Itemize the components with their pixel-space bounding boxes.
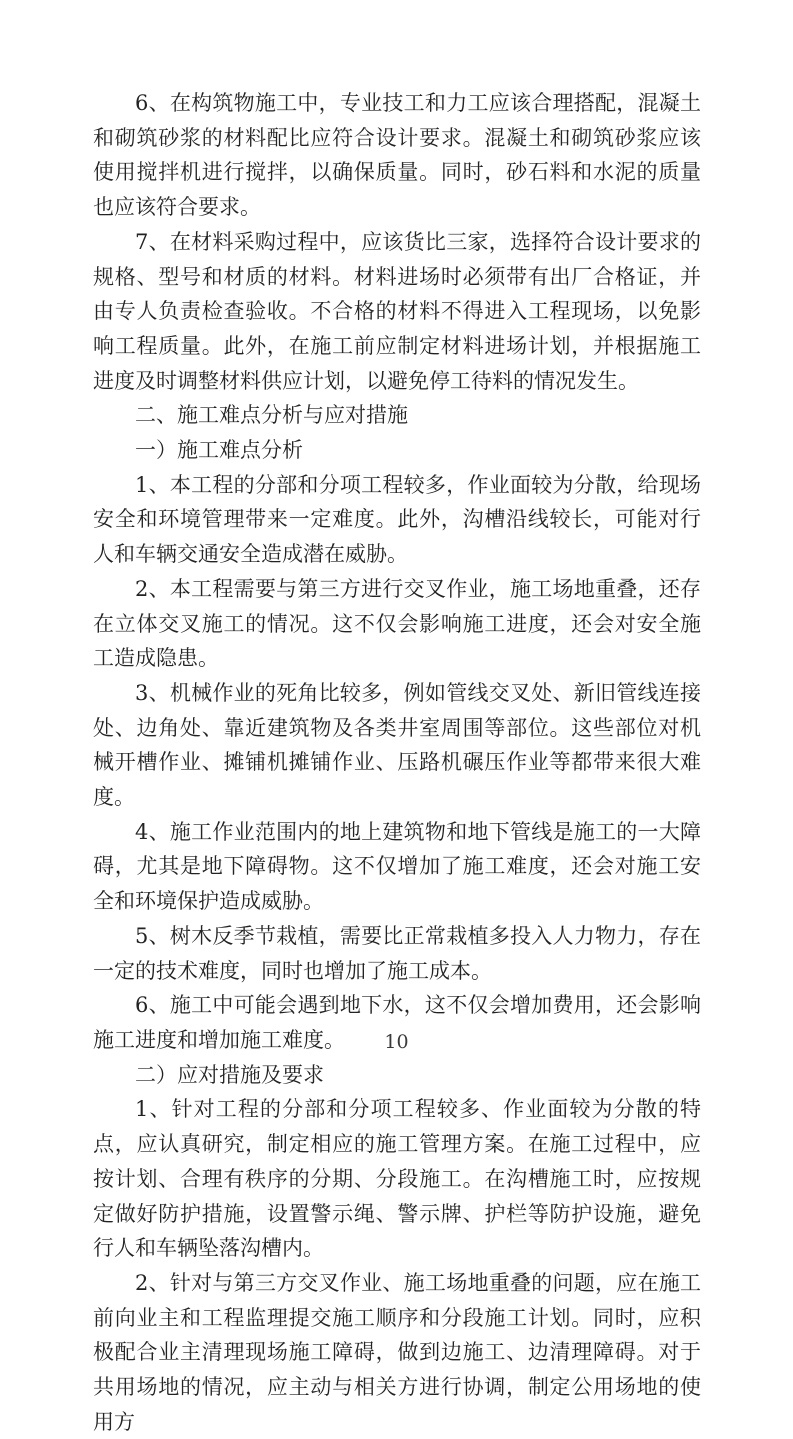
document-text-column	[93, 86, 701, 1439]
paragraph-difficulty-4: 4、施工作业范围内的地上建筑物和地下管线是施工的一大障碍，尤其是地下障碍物。这不仅增加了施工难度，还会对施工安全和环境保护造成威胁。	[93, 819, 701, 914]
page-number: 10	[384, 1031, 409, 1053]
paragraph-difficulty-6: 6、施工中可能会遇到地下水，这不仅会增加费用，还会影响施工进度和增加施工难度。	[93, 993, 701, 1052]
heading-subsection-one: 一）施工难点分析	[135, 438, 303, 463]
heading-subsection-two: 二）应对措施及要求	[135, 1062, 324, 1087]
paragraph-measure-2: 2、针对与第三方交叉作业、施工场地重叠的问题，应在施工前向业主和工程监理提交施工顺序和分段施工计划。同时，应积极配合业主清理现场施工障碍，做到边施工、边清理障碍。对于共用场地的情况，应主动与相关方进行协调，制定公用场地的使用方	[93, 1270, 701, 1434]
paragraph-item-6-construction: 6、在构筑物施工中，专业技工和力工应该合理搭配，混凝土和砌筑砂浆的材料配比应符合设计要求。混凝土和砌筑砂浆应该使用搅拌机进行搅拌，以确保质量。同时，砂石料和水泥的质量也应该符合要求。	[93, 91, 701, 220]
paragraph-difficulty-5: 5、树木反季节栽植，需要比正常栽植多投入人力物力，存在一定的技术难度，同时也增加了施工成本。	[93, 923, 701, 983]
paragraph-item-7-material-procurement: 7、在材料采购过程中，应该货比三家，选择符合设计要求的规格、型号和材质的材料。材料进场时必须带有出厂合格证，并由专人负责检查验收。不合格的材料不得进入工程现场，以免影响工程质量。此外，在施工前应制定材料进场计划，并根据施工进度及时调整材料供应计划，以避免停工待料的情况发生。	[93, 229, 701, 393]
heading-section-two: 二、施工难点分析与应对措施	[135, 403, 408, 428]
paragraph-difficulty-2: 2、本工程需要与第三方进行交叉作业，施工场地重叠，还存在立体交叉施工的情况。这不仅会影响施工进度，还会对安全施工造成隐患。	[93, 576, 701, 671]
paragraph-difficulty-3: 3、机械作业的死角比较多，例如管线交叉处、新旧管线连接处、边角处、靠近建筑物及各类井室周围等部位。这些部位对机械开槽作业、摊铺机摊铺作业、压路机碾压作业等都带来很大难度。	[93, 680, 701, 810]
paragraph-measure-1: 1、针对工程的分部和分项工程较多、作业面较为分散的特点，应认真研究，制定相应的施工管理方案。在施工过程中，应按计划、合理有秩序的分期、分段施工。在沟槽施工时，应按规定做好防护措施，设置警示绳、警示牌、护栏等防护设施，避免行人和车辆坠落沟槽内。	[93, 1097, 701, 1261]
paragraph-difficulty-1: 1、本工程的分部和分项工程较多，作业面较为分散，给现场安全和环境管理带来一定难度。此外，沟槽沿线较长，可能对行人和车辆交通安全造成潜在威胁。	[93, 472, 701, 567]
